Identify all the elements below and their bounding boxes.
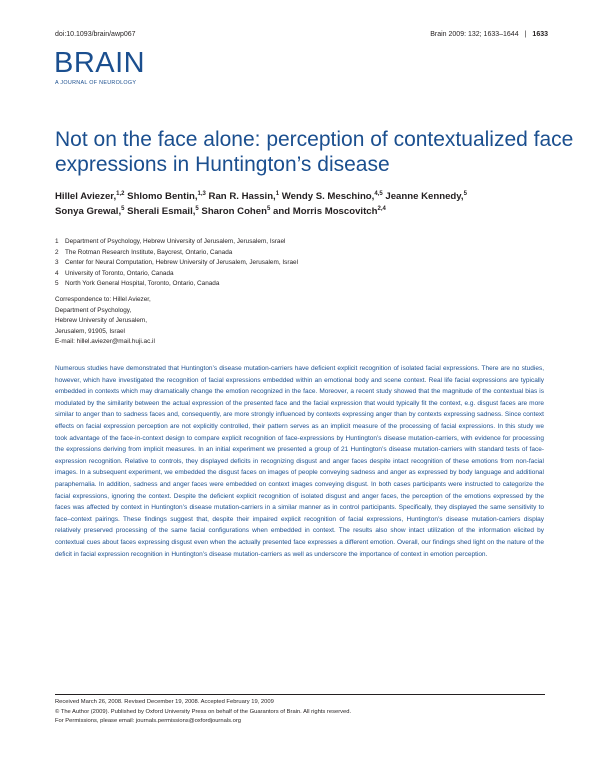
journal-subtitle: A JOURNAL OF NEUROLOGY [55,80,137,86]
correspondence-email: E-mail: hillel.aviezer@mail.huji.ac.il [55,338,155,345]
author: Wendy S. Meschino,$^{4,5}$ [281,190,383,202]
article-title: Not on the face alone: perception of contextualized face expressions in Huntington’s disease [55,128,574,176]
abstract: Numerous studies have demonstrated that Huntington’s disease mutation-carriers have deficient explicit recognition of isolated facial expressions. There are no studies, however, which have investigated the recognition of facial expressions embedded within an emotional body and scene context. Real life facial expressions are typically embedded in contexts which may dramatically change the emotion recognized in the face. Moreover, a recent study showed that the magnitude of the contextual bias is modulated by the similarity between the actual expression of the presented face and the facial expression that would typically fit the context, e.g. disgust faces are more similar to anger than to sadness faces and, consequently, are more strongly influenced by contexts expressing anger than by contexts expressing sadness. Since context effects on facial expression perception are not explicitly controlled, their pattern serves as an implicit measure of the processing of facial expressions. In this study we took advantage of the face-in-context design to compare explicit recognition of face-expressions by Huntington’s disease mutation-carriers, with evidence for processing the expressions deriving from implicit measures. In an initial experiment we presented a group of 21 Huntington’s disease mutation-carriers with standard tests of face-expression recognition. Relative to controls, they displayed deficits in recognizing disgust and anger faces despite intact recognition of these emotions from non-facial images. In a subsequent experiment, we embedded the disgust faces on images of people conveying sadness and anger as expressed by body language and additional paraphernalia. In addition, sadness and anger faces were embedded on context images conveying disgust. In both cases participants were instructed to categorize the facial expressions, ignoring the context. Despite the deficient explicit recognition of isolated disgust and anger faces, the perception of the emotions expressed by the faces was affected by context in Huntington’s disease mutation-carriers in a similar manner as in control participants. Specifically, they displayed the same sensitivity to face–context pairings. These findings suggest that, despite their impaired explicit recognition of facial expressions, Huntington’s disease mutation-carriers display relatively preserved processing of the same facial configurations when embedded in context. The results also show intact utilization of the information elicited by contextual cues about faces expressing disgust even when the actually presented face expresses a different emotion. Overall, our findings shed light on the nature of the deficit in facial expression recognition in Huntington’s disease mutation-carriers as well as underscore the importance of context in emotion perception. [55,365,544,558]
author: Shlomo Bentin,$^{1,3}$ [127,190,206,202]
author: Jeanne Kennedy,$^5$ [385,190,467,202]
affiliation-item: 3 Center for Neural Computation, Hebrew University of Jerusalem, Jerusalem, Israel [55,259,298,266]
author: Sharon Cohen$^5$ [201,205,271,217]
correspondence-line: Jerusalem, 91905, Israel [55,327,125,335]
affiliation-item: 1 Department of Psychology, Hebrew University of Jerusalem, Jerusalem, Israel [55,238,286,245]
author: Sonya Grewal,$^5$ [55,205,125,217]
journal-citation: Brain 2009: 132; 1633–1644 [430,31,519,38]
affiliation-list [55,237,298,290]
author: Hillel Aviezer,$^{1,2}$ [55,190,125,202]
journal-logo: BRAIN [54,47,146,79]
author-list [55,189,555,219]
doi-line: doi:10.1093/brain/awp067 [55,31,136,38]
running-header [430,31,548,38]
footer-notes [55,698,351,727]
received-dates: Received March 26, 2008. Revised December 19, 2008. Accepted February 19, 2009 [55,699,274,705]
affiliation-item: 5 North York General Hospital, Toronto, Ontario, Canada [55,280,220,287]
header-separator: | [524,31,527,38]
author: and Morris Moscovitch$^{2,4}$ [273,205,386,217]
affiliation-item: 2 The Rotman Research Institute, Baycrest, Ontario, Canada [55,248,233,256]
affiliation-item: 4 University of Toronto, Ontario, Canada [55,269,174,277]
page-number: 1633 [532,31,548,38]
correspondence-line: Department of Psychology, [55,306,132,314]
permissions-notice: For Permissions, please email: journals.permissions@oxfordjournals.org [55,718,241,724]
correspondence-line: Correspondence to: Hillel Aviezer, [55,296,151,303]
correspondence-line: Hebrew University of Jerusalem, [55,317,147,324]
author: Sherali Esmail,$^5$ [127,205,199,217]
copyright-notice: © The Author (2009). Published by Oxford University Press on behalf of the Guarantors of Brain. All rights reserved. [55,708,352,715]
footer-rule [55,694,545,695]
author: Ran R. Hassin,$^1$ [208,190,280,202]
correspondence-block [55,295,155,348]
